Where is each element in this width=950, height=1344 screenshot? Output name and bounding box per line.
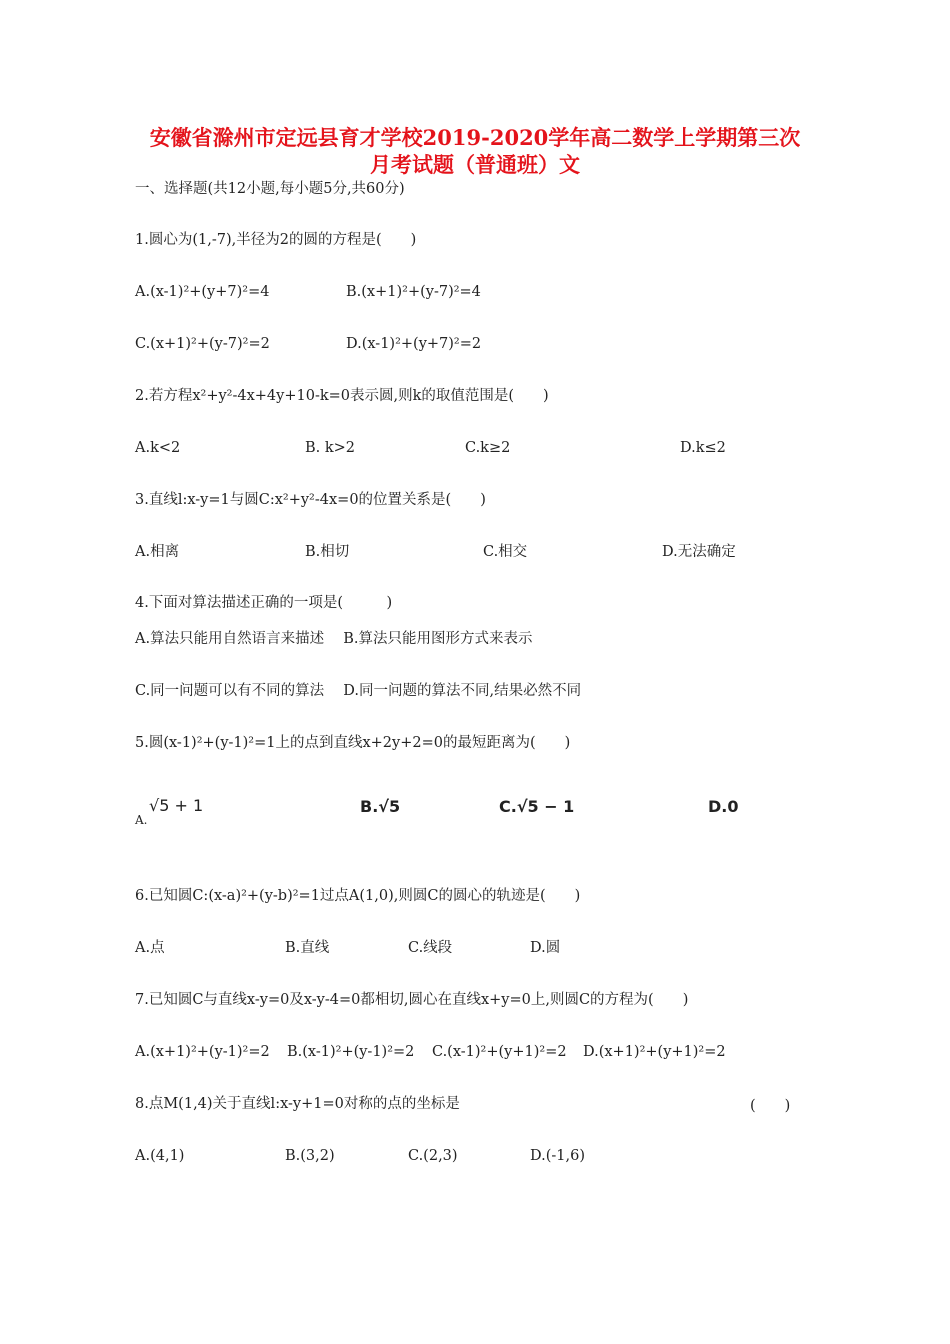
question-1-option-c: C.(x+1)²+(y-7)²=2 [135,336,270,352]
question-8-option-d: D.(-1,6) [530,1148,585,1164]
question-5-stem: 5.圆(x-1)²+(y-1)²=1上的点到直线x+2y+2=0的最短距离为( ) [135,735,571,751]
question-6-option-d: D.圆 [530,940,561,956]
question-7-option-c: C.(x-1)²+(y+1)²=2 [432,1044,567,1060]
question-5-option-a-label: A. [135,813,148,827]
question-3-option-d: D.无法确定 [662,544,736,560]
question-7-stem: 7.已知圆C与直线x-y=0及x-y-4=0都相切,圆心在直线x+y=0上,则圆C的方程为( ) [135,992,689,1008]
question-1-option-b: B.(x+1)²+(y-7)²=4 [346,284,481,300]
question-4-stem: 4.下面对算法描述正确的一项是( ) [135,595,393,611]
question-5-option-b: B.√5 [360,797,401,816]
question-3-stem: 3.直线l:x-y=1与圆C:x²+y²-4x=0的位置关系是( ) [135,492,486,508]
section-heading: 一、选择题(共12小题,每小题5分,共60分) [135,181,405,197]
question-3-option-a: A.相离 [135,544,180,560]
question-2-option-a: A.k<2 [135,440,181,456]
question-8-option-a: A.(4,1) [135,1148,185,1164]
question-2-option-c: C.k≥2 [465,440,511,456]
question-5-option-c: C.√5 − 1 [499,797,575,816]
question-8-option-b: B.(3,2) [285,1148,335,1164]
question-1-option-a: A.(x-1)²+(y+7)²=4 [135,284,270,300]
question-1-stem: 1.圆心为(1,-7),半径为2的圆的方程是( ) [135,232,417,248]
question-6-stem: 6.已知圆C:(x-a)²+(y-b)²=1过点A(1,0),则圆C的圆心的轨迹是( ) [135,888,581,904]
question-8-option-c: C.(2,3) [408,1148,458,1164]
question-8-answer-bracket: ( ) [750,1098,791,1114]
question-5-option-a: √5 + 1 [149,796,204,815]
question-2-option-d: D.k≤2 [680,440,726,456]
question-3-option-c: C.相交 [483,544,528,560]
question-7-option-a: A.(x+1)²+(y-1)²=2 [135,1044,270,1060]
question-7-option-b: B.(x-1)²+(y-1)²=2 [287,1044,415,1060]
page-title [120,124,830,178]
question-3-option-b: B.相切 [305,544,350,560]
title-line-2: 月考试题（普通班）文 [370,152,580,177]
question-8-stem: 8.点M(1,4)关于直线l:x-y+1=0对称的点的坐标是 [135,1096,460,1112]
question-6-option-c: C.线段 [408,940,453,956]
question-7-option-d: D.(x+1)²+(y+1)²=2 [583,1044,726,1060]
question-4-options-ab: A.算法只能用自然语言来描述 B.算法只能用图形方式来表示 [135,631,533,647]
question-2-option-b: B. k>2 [305,440,356,456]
question-6-option-b: B.直线 [285,940,330,956]
question-6-option-a: A.点 [135,940,165,956]
question-1-option-d: D.(x-1)²+(y+7)²=2 [346,336,482,352]
question-5-option-d: D.0 [708,797,739,816]
question-2-stem: 2.若方程x²+y²-4x+4y+10-k=0表示圆,则k的取值范围是( ) [135,388,549,404]
question-4-options-cd: C.同一问题可以有不同的算法 D.同一问题的算法不同,结果必然不同 [135,683,582,699]
title-line-1: 安徽省滁州市定远县育才学校2019-2020学年高二数学上学期第三次 [149,125,801,150]
